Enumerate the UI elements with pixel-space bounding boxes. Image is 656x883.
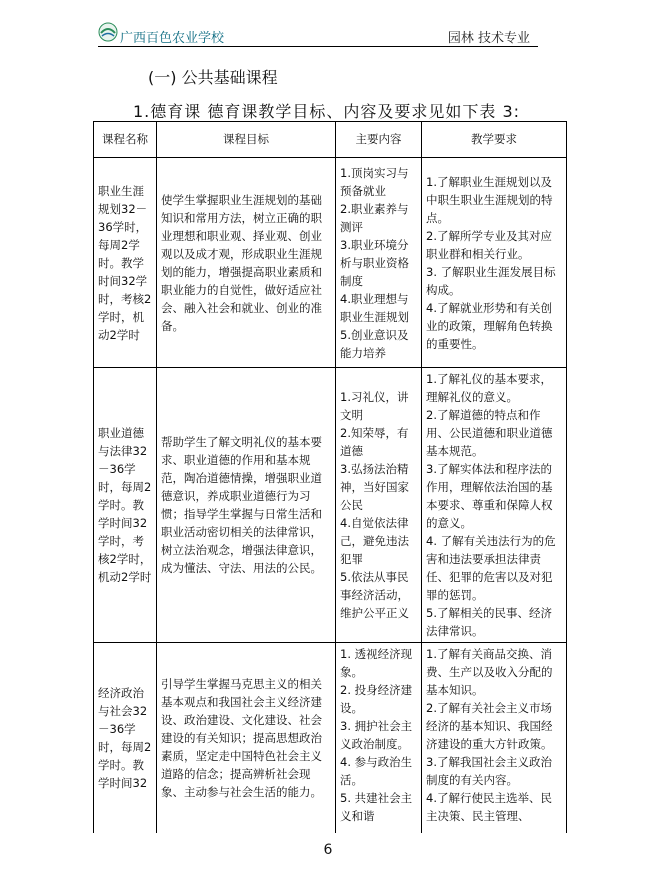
header-teaching-requirements: 教学要求: [422, 122, 567, 158]
school-name: 广西百色农业学校: [120, 31, 225, 46]
course-content: 1.习礼仪，讲文明 2.知荣辱，有道德 3.弘扬法治精神，当好国家公民 4.自觉依法律己，避免违法犯罪 5.依法从事民事经济活动，维护公平正义: [336, 368, 422, 643]
table-header-row: [94, 122, 567, 158]
major-name: 园林 技术专业: [447, 31, 530, 46]
table-intro: 1.德育课 德育课教学目标、内容及要求见如下表 3:: [133, 102, 521, 121]
course-requirements: 1.了解有关商品交换、消费、生产以及收入分配的基本知识。 2.了解有关社会主义市场经济的基本知识、我国经济建设的重大方针政策。 3.了解我国社会主义政治制度的有关内容。 4.了解行使民主选举、民主决策、民主管理、: [422, 643, 567, 833]
course-name: 经济政治与社会32－36学时，每周2学时。教学时间32: [94, 643, 157, 833]
course-content: 1. 透视经济现象。 2. 投身经济建设。 3. 拥护社会主义政治制度。 4. 参与政治生活。 5. 共建社会主义和谐: [336, 643, 422, 833]
course-content: 1.顶岗实习与预备就业 2.职业素养与测评 3.职业环境分析与职业资格制度 4.职业理想与职业生涯规划 5.创业意识及能力培养: [336, 158, 422, 368]
page-number: 6: [323, 842, 333, 858]
table-row: [94, 643, 567, 833]
course-goal: 引导学生掌握马克思主义的相关基本观点和我国社会主义经济建设、政治建设、文化建设、社会建设的有关知识；提高思想政治素质，坚定走中国特色社会主义道路的信念；提高辨析社会现象、主动参与社会生活的能力。: [157, 643, 336, 833]
header-main-content: 主要内容: [336, 122, 422, 158]
course-requirements: 1.了解礼仪的基本要求，理解礼仪的意义。 2.了解道德的特点和作用、公民道德和职业道德基本规范。 3.了解实体法和程序法的作用，理解依法治国的基本要求、尊重和保障人权的意义。 4. 了解有关违法行为的危害和违法要承担法律责任、犯罪的危害以及对犯罪的惩罚。 5.了解相关的民事、经济法律常识。: [422, 368, 567, 643]
course-requirements: 1.了解职业生涯规划以及中职生职业生涯规划的特点。 2.了解所学专业及其对应职业群和相关行业。 3. 了解职业生涯发展目标构成。 4.了解就业形势和有关创业的政策，理解角色转换的重要性。: [422, 158, 567, 368]
course-name: 职业生涯规划32－36学时，每周2学时。教学时间32学时，考核2学时，机动2学时: [94, 158, 157, 368]
page-header: [98, 20, 538, 47]
header-course-goal: 课程目标: [157, 122, 336, 158]
header-course-name: 课程名称: [94, 122, 157, 158]
section-title: (一) 公共基础课程: [148, 68, 278, 87]
school-logo-icon: [98, 22, 118, 42]
course-table: [93, 121, 567, 833]
course-goal: 帮助学生了解文明礼仪的基本要求、职业道德的作用和基本规范，陶冶道德情操，增强职业道德意识，养成职业道德行为习惯；指导学生掌握与日常生活和职业活动密切相关的法律常识，树立法治观念，增强法律意识，成为懂法、守法、用法的公民。: [157, 368, 336, 643]
course-goal: 使学生掌握职业生涯规划的基础知识和常用方法，树立正确的职业理想和职业观、择业观、创业观以及成才观，形成职业生涯规划的能力，增强提高职业素质和职业能力的自觉性，做好适应社会、融入社会和就业、创业的准备。: [157, 158, 336, 368]
table-row: [94, 158, 567, 368]
course-name: 职业道德与法律32－36学时，每周2学时。教学时间32学时，考核2学时，机动2学时: [94, 368, 157, 643]
table-row: [94, 368, 567, 643]
